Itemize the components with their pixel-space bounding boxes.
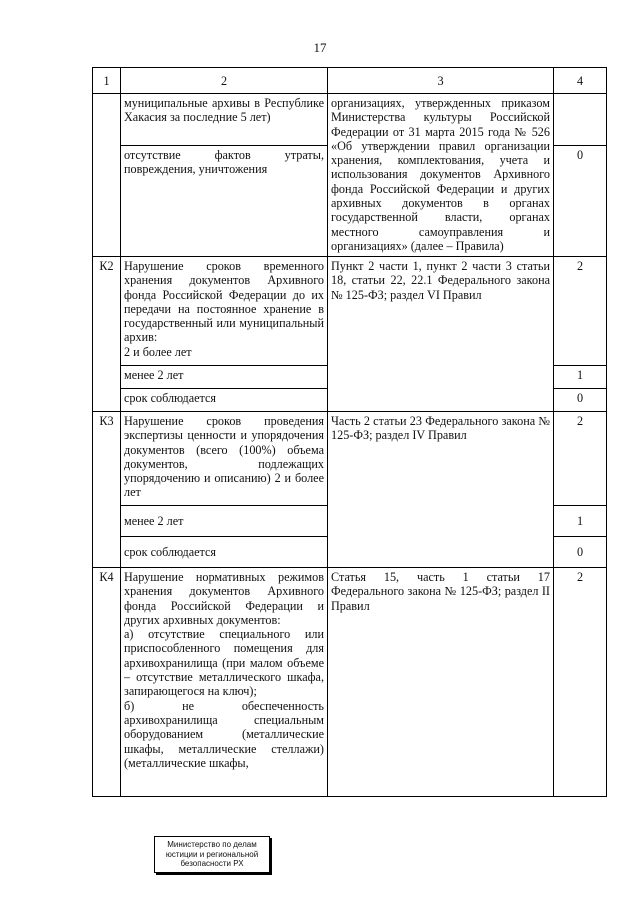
score-value: 2 (554, 257, 607, 366)
criterion-text: Нарушение сроков проведения экспертизы ценности и упорядочения документов (всего (100%) объема документов, подлежащих упорядочению и описанию) 2 и более лет (121, 412, 328, 506)
criterion-code: К3 (93, 412, 121, 568)
score-value: 0 (554, 389, 607, 412)
table-row (93, 412, 607, 506)
criterion-text: менее 2 лет (121, 366, 328, 389)
table-row (93, 94, 607, 146)
row-code-cell (93, 94, 121, 257)
criterion-text (121, 257, 328, 366)
header-col-4: 4 (554, 68, 607, 94)
criterion-text: срок соблюдается (121, 389, 328, 412)
criterion-text: срок соблюдается (121, 537, 328, 568)
criterion-text: отсутствие фактов утраты, повреждения, уничтожения (121, 146, 328, 257)
score-value: 0 (554, 537, 607, 568)
stamp-line-3: безопасности РХ (180, 859, 244, 869)
legal-basis-text: Часть 2 статьи 23 Федерального закона № 125-ФЗ; раздел IV Правил (328, 412, 554, 568)
legal-basis-text: организациях, утвержденных приказом Министерства культуры Российской Федерации от 31 марта 2015 года № 526 «Об утверждении правил организации хранения, комплектования, учета и использования документов Архивного фонда Российской Федерации и других архивных документов в органах государственной власти, органах местного самоуправления и организациях» (далее – Правила) (328, 94, 554, 257)
score-value: 2 (554, 412, 607, 506)
criterion-text-main: Нарушение сроков временного хранения документов Архивного фонда Российской Федерации до их передачи на постоянное хранение в государственный или муниципальный архив: (124, 259, 324, 345)
criterion-subitem-b: б) не обеспеченность архивохранилища специальным оборудованием (металлические шкафы, металлические стеллажи) (металлические шкафы, (124, 698, 324, 770)
criterion-text-main: Нарушение нормативных режимов хранения документов Архивного фонда Российской Федерации и других архивных документов: (124, 570, 324, 627)
legal-basis-text: Статья 15, часть 1 статьи 17 Федерального закона № 125-ФЗ; раздел II Правил (328, 568, 554, 797)
criterion-code: К4 (93, 568, 121, 797)
criterion-text-tail: 2 и более лет (124, 344, 192, 359)
criterion-text: муниципальные архивы в Республике Хакасия за последние 5 лет) (121, 94, 328, 146)
stamp-line-2: юстиции и региональной (165, 849, 259, 859)
criterion-code: К2 (93, 257, 121, 412)
score-value: 1 (554, 506, 607, 537)
table-header-row (93, 68, 607, 94)
header-col-1: 1 (93, 68, 121, 94)
criterion-text (121, 568, 328, 797)
table-row (93, 257, 607, 366)
header-col-2: 2 (121, 68, 328, 94)
ministry-stamp (154, 836, 270, 873)
score-cell (554, 94, 607, 146)
score-value: 1 (554, 366, 607, 389)
score-value: 0 (554, 146, 607, 257)
criterion-subitem-a: а) отсутствие специального или приспособленного помещения для архивохранилища (при малом объеме – отсутствие металлического шкафа, запирающегося на ключ); (124, 627, 324, 699)
criteria-table (92, 67, 607, 797)
header-col-3: 3 (328, 68, 554, 94)
score-value: 2 (554, 568, 607, 797)
criterion-text: менее 2 лет (121, 506, 328, 537)
stamp-line-1: Министерство по делам (167, 840, 257, 849)
page-number: 17 (313, 40, 327, 55)
legal-basis-text: Пункт 2 части 1, пункт 2 части 3 статьи 18, статьи 22, 22.1 Федерального закона № 125-ФЗ; раздел VI Правил (328, 257, 554, 412)
table-row (93, 568, 607, 797)
